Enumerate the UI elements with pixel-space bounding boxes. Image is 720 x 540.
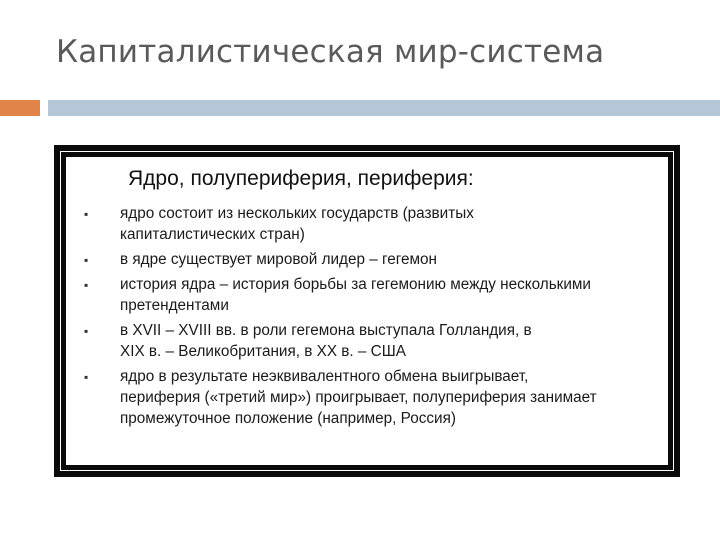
bullet-marker-icon: ▪ <box>84 278 89 292</box>
title-rule-bar <box>48 100 720 116</box>
bullet-list <box>84 203 664 433</box>
bullet-item <box>84 274 664 316</box>
bullet-line: в ядре существует мировой лидер – гегемон <box>120 251 437 268</box>
slide-title: Капиталистическая мир-система <box>56 34 605 70</box>
bullet-item <box>84 249 664 270</box>
bullet-item <box>84 366 664 429</box>
bullet-line: промежуточное положение (например, Россия) <box>120 410 456 427</box>
accent-square <box>0 100 40 116</box>
bullet-item <box>84 203 664 245</box>
bullet-item <box>84 320 664 362</box>
bullet-line: история ядра – история борьбы за гегемонию между несколькими <box>120 276 591 293</box>
bullet-line: капиталистических стран) <box>120 226 305 243</box>
bullet-marker-icon: ▪ <box>84 253 89 267</box>
bullet-marker-icon: ▪ <box>84 324 89 338</box>
bullet-marker-icon: ▪ <box>84 370 89 384</box>
bullet-line: периферия («третий мир») проигрывает, полупериферия занимает <box>120 389 597 406</box>
bullet-line: ядро состоит из нескольких государств (развитых <box>120 205 474 222</box>
panel-heading: Ядро, полупериферия, периферия: <box>128 167 474 190</box>
bullet-line: в XVII – XVIII вв. в роли гегемона выступала Голландия, в <box>120 322 532 339</box>
bullet-line: ядро в результате неэквивалентного обмена выигрывает, <box>120 368 529 385</box>
bullet-marker-icon: ▪ <box>84 207 89 221</box>
bullet-line: претендентами <box>120 297 229 314</box>
bullet-line: XIX в. – Великобритания, в XX в. – США <box>120 343 406 360</box>
content-panel <box>66 157 668 465</box>
content-frame <box>54 145 680 477</box>
